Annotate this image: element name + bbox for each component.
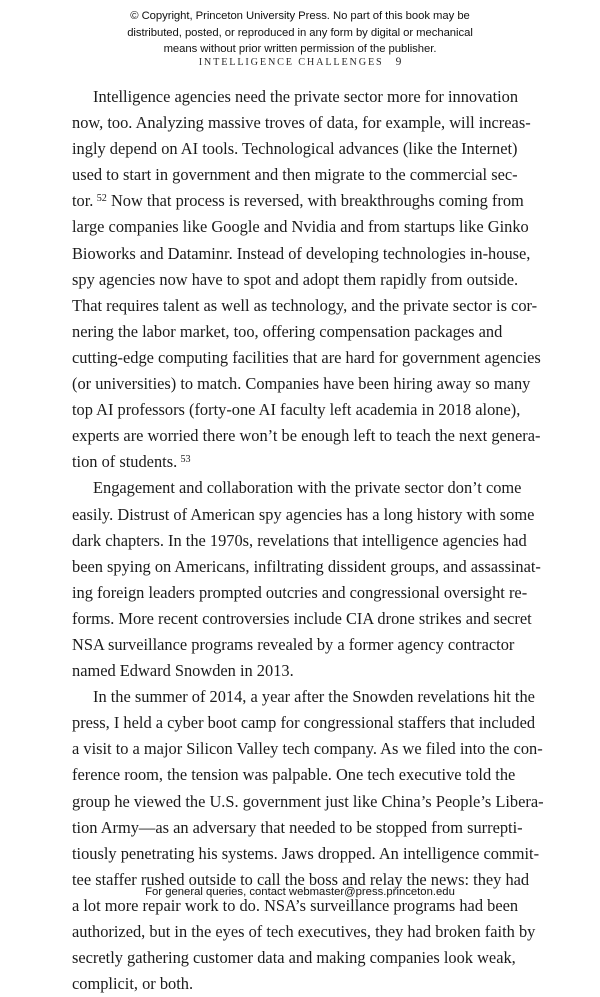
text-line: NSA surveillance programs revealed by a former agency contractor (72, 634, 515, 654)
text-line: secretly gathering customer data and making companies look weak, (72, 948, 516, 968)
text-line: used to start in government and then migrate to the commercial sec- (72, 165, 518, 185)
text-line: authorized, but in the eyes of tech executives, they had broken faith by (72, 922, 536, 941)
text-line: tion of students. $^{53}$ (72, 452, 191, 472)
text-line: large companies like Google and Nvidia and from startups like Ginko (72, 217, 529, 237)
text-line: named Edward Snowden in 2013. (72, 661, 294, 681)
paragraph-2 (72, 475, 541, 684)
text-line: group he viewed the U.S. government just like China’s People’s Libera- (72, 791, 544, 811)
text-line: Engagement and collaboration with the private sector don’t come (93, 478, 522, 498)
copyright-line-3: means without prior written permission of the publisher. (163, 43, 437, 55)
footnote-marker: 53 (180, 454, 191, 466)
text-line: ference room, the tension was palpable. One tech executive told the (72, 765, 516, 785)
text-line: easily. Distrust of American spy agencies has a long history with some (72, 504, 535, 524)
text-line: been spying on Americans, infiltrating dissident groups, and assassinat- (72, 556, 541, 576)
text-line: press, I held a cyber boot camp for congressional staffers that included (72, 713, 536, 733)
text-line: (or universities) to match. Companies have been hiring away so many (72, 374, 531, 394)
paragraph-1 (72, 84, 541, 475)
text-line: forms. More recent controversies include CIA drone strikes and secret (72, 608, 532, 628)
text-line: tee staffer rushed outside to call the boss and relay the news: they had (72, 869, 530, 889)
body-text (72, 84, 544, 997)
text-line: Intelligence agencies need the private sector more for innovation (93, 87, 519, 106)
copyright-notice (72, 8, 528, 58)
text-line: Bioworks and Dataminr. Instead of developing technologies in-house, (72, 243, 531, 263)
text-line: tion Army—as an adversary that needed to be stopped from surrepti- (72, 817, 523, 837)
text-line: tor. $^{52}$ Now that process is reversed, with breakthroughs coming from (72, 191, 524, 211)
text-line: tiously penetrating his systems. Jaws dropped. An intelligence commit- (72, 843, 540, 863)
footnote-marker: 52 (96, 193, 107, 205)
text-line: top AI professors (forty-one AI faculty left academia in 2018 alone), (72, 400, 521, 420)
text-line: nering the labor market, too, offering compensation packages and (72, 321, 503, 341)
page-number: 9 (395, 56, 402, 68)
text-line: experts are worried there won’t be enough left to teach the next genera- (72, 426, 541, 446)
text-line: dark chapters. In the 1970s, revelations that intelligence agencies had (72, 530, 527, 550)
running-head (0, 56, 600, 68)
footer-text: For general queries, contact webmaster@press.princeton.edu (145, 886, 455, 898)
running-head-title: INTELLIGENCE CHALLENGES (198, 57, 384, 68)
text-line: now, too. Analyzing massive troves of data, for example, will increas- (72, 113, 531, 133)
text-line: In the summer of 2014, a year after the Snowden revelations hit the (93, 687, 535, 707)
text-line: spy agencies now have to spot and adopt them rapidly from outside. (72, 269, 519, 289)
text-line: That requires talent as well as technology, and the private sector is cor- (72, 295, 538, 315)
copyright-line-2: distributed, posted, or reproduced in any form by digital or mechanical (127, 26, 473, 39)
text-line: cutting-edge computing facilities that are hard for government agencies (72, 347, 541, 367)
text-line: a visit to a major Silicon Valley tech company. As we filed into the con- (72, 739, 543, 759)
page-footer (0, 886, 600, 898)
text-line: ingly depend on AI tools. Technological advances (like the Internet) (72, 139, 518, 159)
text-line: a lot more repair work to do. NSA’s surveillance programs had been (72, 895, 519, 915)
text-line: ing foreign leaders prompted outcries and congressional oversight re- (72, 582, 528, 602)
text-line: complicit, or both. (72, 974, 194, 994)
paragraph-3 (72, 684, 544, 997)
copyright-line-1: © Copyright, Princeton University Press. No part of this book may be (130, 10, 470, 22)
